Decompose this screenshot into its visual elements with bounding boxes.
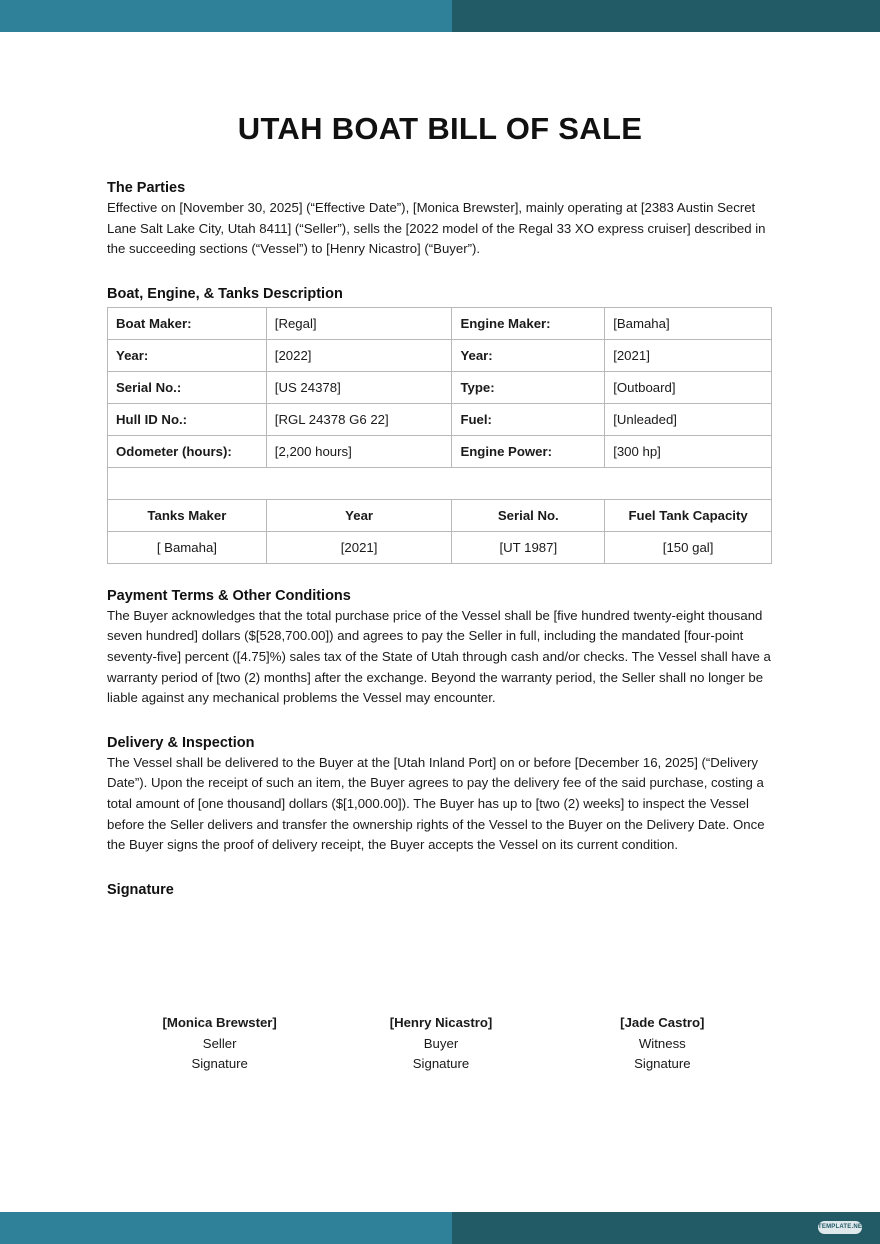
fuel-label: Fuel: xyxy=(452,403,605,435)
spacer-cell xyxy=(108,467,772,499)
witness-signature-block xyxy=(552,1013,773,1075)
engine-maker-value: [Bamaha] xyxy=(605,307,772,339)
template-net-logo: TEMPLATE.NET xyxy=(818,1221,862,1234)
top-color-band xyxy=(0,0,880,32)
seller-signature-line: Signature xyxy=(191,1056,248,1072)
buyer-signature-line: Signature xyxy=(412,1056,470,1072)
engine-type-value: [Outboard] xyxy=(605,371,772,403)
tank-serial-header: Serial No. xyxy=(452,499,605,531)
table-row xyxy=(108,435,772,467)
payment-heading: Payment Terms & Other Conditions xyxy=(107,587,351,604)
signature-heading: Signature xyxy=(107,881,174,898)
table-spacer-row xyxy=(108,467,772,499)
top-band-dark-segment xyxy=(452,0,880,32)
bottom-band-light-segment xyxy=(0,1212,452,1244)
parties-body: Effective on [November 30, 2025] (“Effective Date”), [Monica Brewster], mainly operating at [2383 Austin Secret Lane Salt Lake City, Utah 8411] (“Seller”), sells the [2022 model of the Regal 33 XO express cruiser] described in the succeeding sections (“Vessel”) to [Henry Nicastro] (“Buyer”). xyxy=(107,200,766,257)
signature-blocks xyxy=(107,1013,773,1075)
serial-no-value: [US 24378] xyxy=(266,371,452,403)
document-title: UTAH BOAT BILL OF SALE xyxy=(237,111,643,146)
seller-signature-block xyxy=(109,1013,330,1075)
hull-id-label: Hull ID No.: xyxy=(108,403,267,435)
witness-name: [Jade Castro] xyxy=(620,1015,705,1030)
boat-year-value: [2022] xyxy=(266,339,452,371)
parties-heading: The Parties xyxy=(107,180,186,196)
boat-year-label: Year: xyxy=(108,339,267,371)
section-signature xyxy=(107,880,773,900)
top-band-light-segment xyxy=(0,0,452,32)
engine-year-label: Year: xyxy=(452,339,605,371)
section-delivery-inspection xyxy=(107,733,773,856)
tanks-maker-header: Tanks Maker xyxy=(108,499,267,531)
tank-capacity-value: [150 gal] xyxy=(605,531,772,563)
document-body xyxy=(107,108,773,900)
odometer-value: [2,200 hours] xyxy=(266,435,452,467)
engine-maker-label: Engine Maker: xyxy=(452,307,605,339)
seller-name: [Monica Brewster] xyxy=(162,1015,277,1030)
hull-id-value: [RGL 24378 G6 22] xyxy=(266,403,452,435)
engine-power-label: Engine Power: xyxy=(452,435,605,467)
buyer-role: Buyer xyxy=(423,1035,459,1051)
fuel-value: [Unleaded] xyxy=(605,403,772,435)
section-parties xyxy=(107,178,773,260)
table-row xyxy=(108,339,772,371)
section-boat-description xyxy=(107,284,773,564)
odometer-label: Odometer (hours): xyxy=(108,435,267,467)
delivery-heading: Delivery & Inspection xyxy=(107,734,255,751)
engine-power-value: [300 hp] xyxy=(605,435,772,467)
witness-role: Witness xyxy=(638,1035,686,1051)
serial-no-label: Serial No.: xyxy=(108,371,267,403)
buyer-signature-block xyxy=(330,1013,551,1075)
boat-maker-label: Boat Maker: xyxy=(108,307,267,339)
boat-heading: Boat, Engine, & Tanks Description xyxy=(107,285,343,302)
buyer-name: [Henry Nicastro] xyxy=(389,1015,493,1030)
tanks-maker-value: [ Bamaha] xyxy=(108,531,267,563)
witness-signature-line: Signature xyxy=(634,1056,691,1072)
boat-engine-tanks-table xyxy=(107,307,772,564)
seller-role: Seller xyxy=(202,1035,237,1051)
tank-year-header: Year xyxy=(266,499,452,531)
payment-body: The Buyer acknowledges that the total purchase price of the Vessel shall be [five hundred twenty-eight thousand seven hundred] dollars ($[528,700.00]) and agrees to pay the Seller in full, including the mandated [four-point seventy-five] percent ([4.75]%) sales tax of the State of Utah through cash and/or checks. The Vessel shall have a warranty period of [two (2) months] after the exchange. Beyond the warranty period, the Seller shall no longer be liable against any mechanical problems the Vessel may encounter. xyxy=(107,607,771,706)
tank-capacity-header: Fuel Tank Capacity xyxy=(605,499,772,531)
engine-type-label: Type: xyxy=(452,371,605,403)
bottom-band-dark-segment xyxy=(452,1212,880,1244)
tank-serial-value: [UT 1987] xyxy=(452,531,605,563)
table-row xyxy=(108,371,772,403)
section-payment-terms xyxy=(107,586,773,709)
delivery-body: The Vessel shall be delivered to the Buyer at the [Utah Inland Port] on or before [December 16, 2025] (“Delivery Date”). Upon the receipt of such an item, the Buyer agrees to pay the delivery fee of the said purchase, costing a total amount of [one thousand] dollars ($[1,000.00]). The Buyer has up to [two (2) weeks] to inspect the Vessel before the Seller delivers and transfer the ownership rights of the Vessel to the Buyer on the Delivery Date. Once the Buyer signs the proof of delivery receipt, the Buyer accepts the Vessel on its current condition. xyxy=(107,754,765,853)
bottom-color-band xyxy=(0,1212,880,1244)
boat-maker-value: [Regal] xyxy=(266,307,452,339)
table-row xyxy=(108,307,772,339)
tank-header-row xyxy=(108,499,772,531)
tank-year-value: [2021] xyxy=(266,531,452,563)
engine-year-value: [2021] xyxy=(605,339,772,371)
tank-value-row xyxy=(108,531,772,563)
table-row xyxy=(108,403,772,435)
